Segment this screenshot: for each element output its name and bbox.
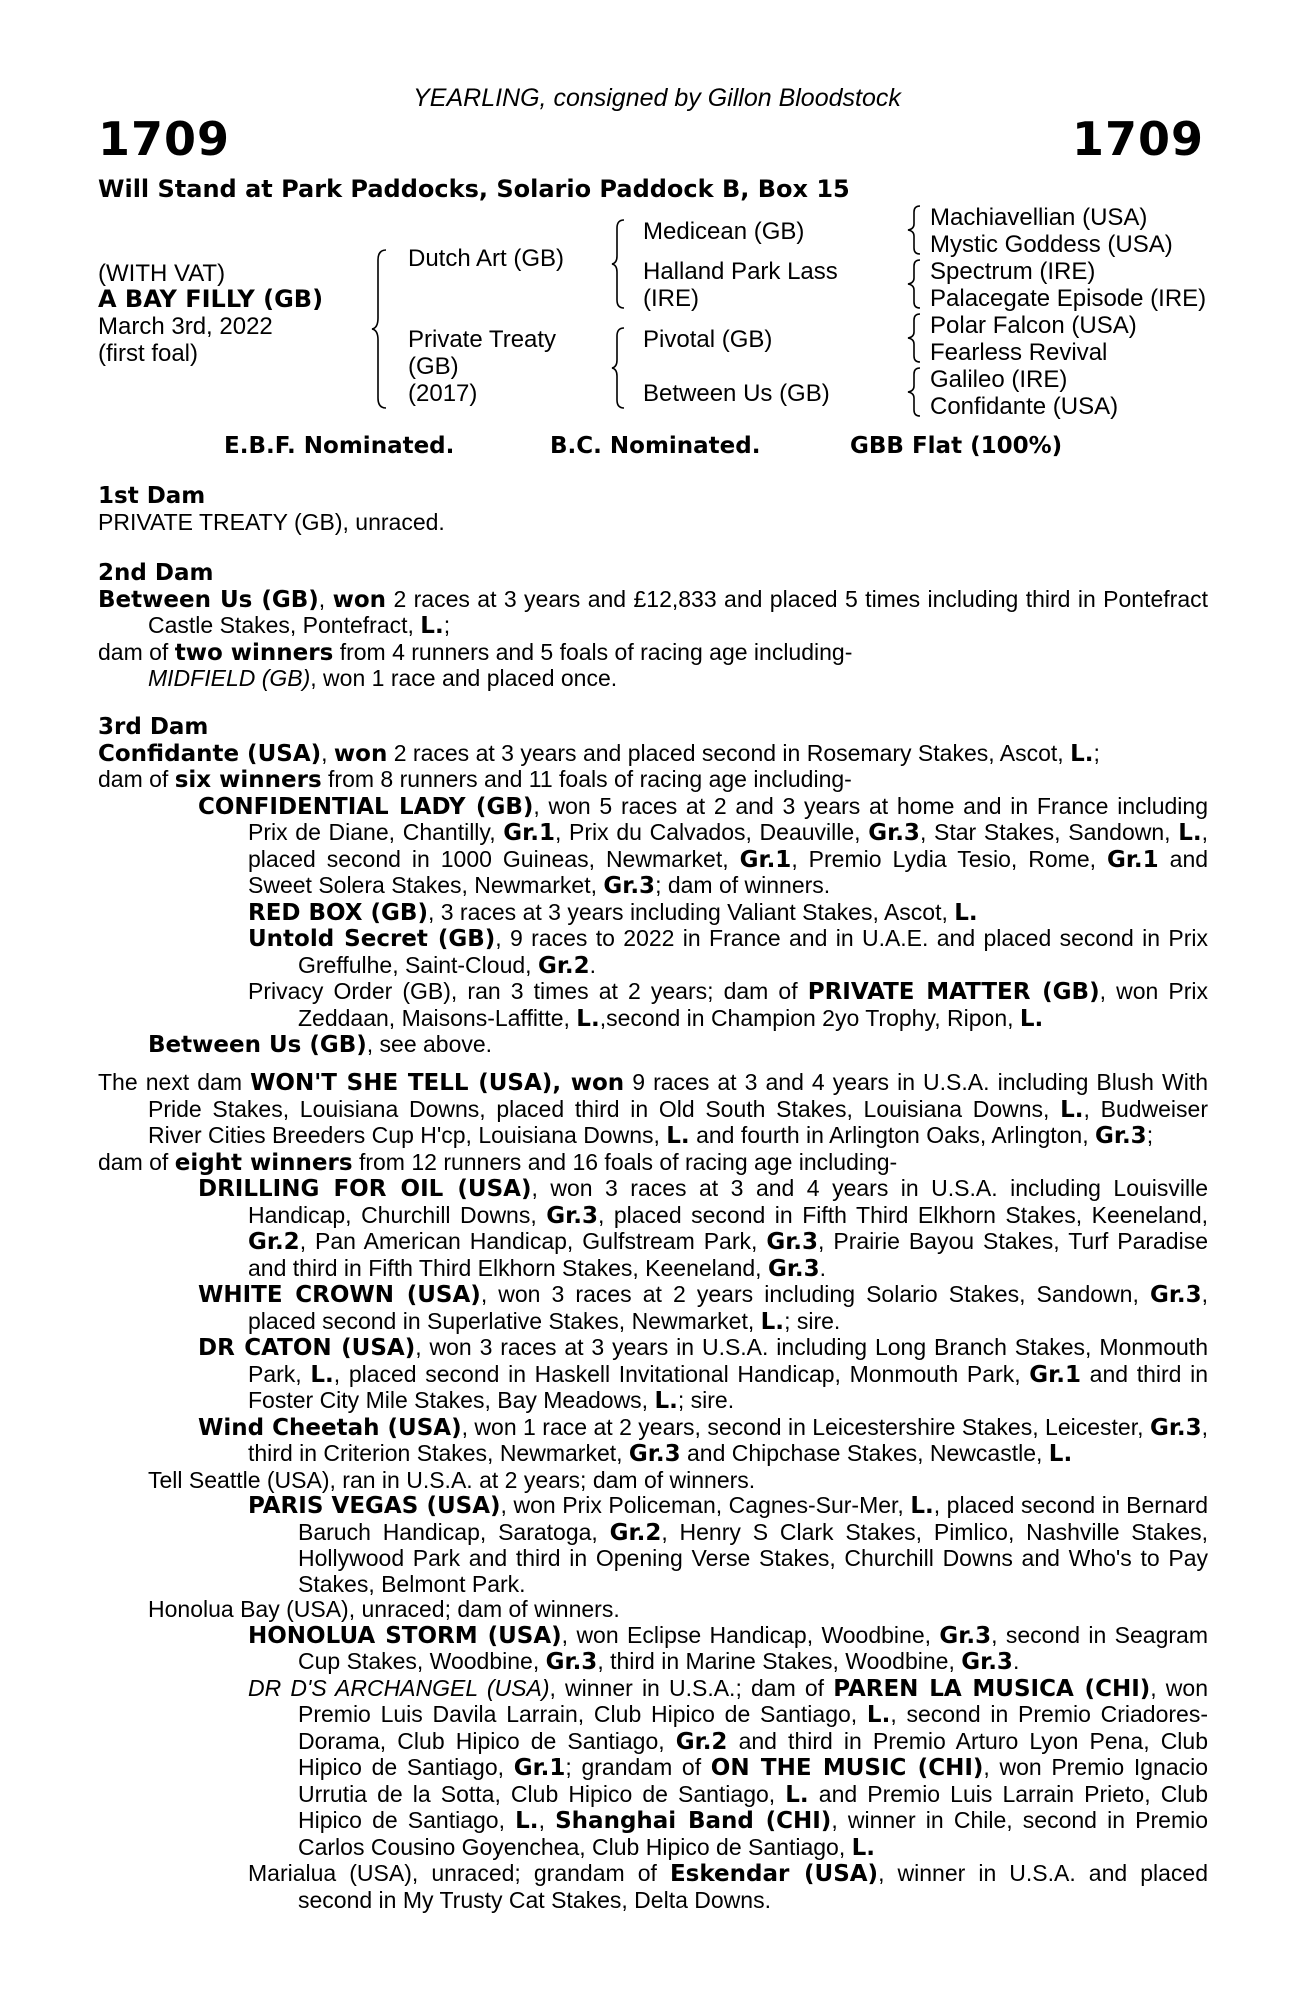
grade-label: Gr.3 [603, 873, 656, 899]
brace-dam [610, 326, 628, 410]
foal-confidential-lady [98, 794, 1208, 900]
text: , placed second in 1000 Guineas, Newmarket, [248, 819, 1209, 872]
foal-dr-caton [98, 1335, 1208, 1415]
grade-label: L. [1019, 1005, 1044, 1032]
text: ,second in Champion 2yo Trophy, Ripon, [599, 1004, 1014, 1031]
grade-label: Gr.2 [675, 1728, 728, 1755]
text: , won 3 races at 2 years including Solario Stakes, Sandown, [480, 1281, 1139, 1307]
text: from 8 runners and 11 foals of racing age including- [328, 766, 852, 792]
horse-name: DR CATON (USA) [198, 1335, 416, 1361]
text: dam of [98, 638, 169, 665]
consignor-line: YEARLING, consigned by Gillon Bloodstock [413, 84, 901, 112]
foal-red-box [98, 900, 1208, 927]
grade-label: L. [1178, 820, 1202, 846]
lot-number-left: 1709 [98, 112, 231, 166]
foal-drilling-for-oil [98, 1176, 1208, 1282]
horse-name: Confidante (USA) [98, 740, 322, 767]
nomination-ebf: E.B.F. Nominated. [224, 433, 455, 459]
ped-dam-l1: Private Treaty [408, 326, 557, 353]
ped-sire: Dutch Art (GB) [408, 245, 565, 272]
ped-sire-sire: Medicean (GB) [643, 218, 805, 245]
text: ; dam of winners. [655, 872, 831, 898]
second-dam-section [98, 561, 1208, 692]
ped-ssd: Mystic Goddess (USA) [930, 231, 1173, 258]
text: . [819, 1254, 827, 1281]
second-dam-name: Between Us (GB) [98, 586, 319, 613]
subject-name: A BAY FILLY (GB) [98, 285, 324, 313]
text: Marialua (USA), unraced; grandam of [248, 1860, 657, 1886]
horse-name: WON'T SHE TELL (USA) [250, 1070, 553, 1096]
grade-label: L. [310, 1361, 334, 1388]
foal-marialua [98, 1861, 1208, 1913]
text: , winner in Chile, second in Premio Carlos Cousino Goyenchea, Club Hipico de Santiago, [298, 1807, 1209, 1860]
nomination-gbb: GBB Flat (100%) [850, 433, 1063, 459]
text: , second in Premio Criadores-Dorama, Club Hipico de Santiago, [298, 1701, 1208, 1754]
text: . [1012, 1648, 1020, 1674]
winners-count: eight winners [174, 1149, 353, 1176]
text: , placed second in Bernard Baruch Handicap, Saratoga, [298, 1492, 1208, 1545]
text: Honolua Bay (USA), unraced; dam of winners. [148, 1596, 620, 1622]
grade-label: L. [1070, 740, 1094, 767]
grade-label: Gr.3 [1095, 1123, 1147, 1149]
second-dam-foal [98, 666, 1208, 692]
text: , placed second in Fifth Third Elkhorn Stakes, Keeneland, [597, 1201, 1209, 1228]
grade-label: Gr.3 [546, 1202, 598, 1229]
text: , 3 races at 3 years including Valiant Stakes, Ascot, [427, 898, 948, 925]
winners-count: six winners [174, 767, 322, 793]
text: ; sire. [784, 1307, 841, 1334]
ped-dds: Galileo (IRE) [930, 366, 1068, 393]
won-label: won [333, 740, 388, 767]
first-dam-heading: 1st Dam [98, 483, 206, 509]
won-label: , won [552, 1070, 625, 1096]
text: 2 races at 3 years and placed second in Rosemary Stakes, Ascot, [393, 739, 1064, 766]
ped-sds: Spectrum (IRE) [930, 258, 1096, 285]
foal-paris-vegas [98, 1493, 1208, 1597]
text: from 4 runners and 5 foals of racing age including- [339, 638, 853, 665]
horse-name: DRILLING FOR OIL (USA) [198, 1176, 532, 1202]
ped-dam-sire: Pivotal (GB) [643, 326, 773, 353]
brace-ds [906, 312, 924, 364]
ped-dam-dam: Between Us (GB) [643, 380, 830, 407]
text: 9 races at 3 and 4 years in U.S.A. including Blush With Pride Stakes, Louisiana Downs, placed third in Old South Stakes, Louisiana Downs, [148, 1069, 1209, 1122]
text: The next dam [98, 1069, 242, 1095]
grade-label: Gr.1 [513, 1755, 566, 1781]
text: , won Premio Ignacio Urrutia de la Sotta, Club Hipico de Santiago, [298, 1754, 1209, 1807]
text: and Premio Luis Larrain Prieto, Club Hipico de Santiago, [298, 1780, 1209, 1833]
record-text: 2 races at 3 years and £12,833 and placed 5 times including third in Pontefract Castle Stakes, Pontefract, [148, 585, 1209, 638]
horse-name: Eskendar (USA) [669, 1861, 879, 1887]
text: , Budweiser River Cities Breeders Cup H'cp, Louisiana Downs, [148, 1095, 1208, 1148]
second-dam-produce [98, 640, 1208, 667]
second-dam-heading: 2nd Dam [98, 560, 214, 586]
grade-label: L. [866, 1702, 891, 1728]
ped-dss: Polar Falcon (USA) [930, 312, 1137, 339]
next-dam-record [98, 1070, 1208, 1150]
horse-name: MIDFIELD (GB) [148, 665, 311, 691]
text: , Star Stakes, Sandown, [919, 819, 1171, 845]
next-dam-produce [98, 1150, 1208, 1177]
grade-label: Gr.2 [248, 1229, 300, 1255]
text: , [538, 1807, 545, 1833]
text: , won 1 race at 2 years, second in Leicestershire Stakes, Leicester, [461, 1413, 1144, 1440]
horse-name: PARIS VEGAS (USA) [248, 1493, 501, 1519]
won-label: won [332, 586, 387, 613]
text: , third in Marine Stakes, Woodbine, [597, 1648, 955, 1674]
ped-sdd: Palacegate Episode (IRE) [930, 285, 1207, 312]
text: Tell Seattle (USA), ran in U.S.A. at 2 years; dam of winners. [148, 1466, 756, 1493]
grade-label: L. [910, 1493, 934, 1519]
text: dam of [98, 1148, 169, 1175]
grade-label: L. [666, 1123, 690, 1149]
text: ; grandam of [565, 1754, 702, 1780]
text: , won 3 races at 3 and 4 years in U.S.A. including Louisville Handicap, Churchill Downs, [248, 1175, 1209, 1228]
text: and third in Foster City Mile Stakes, Bay Meadows, [248, 1360, 1209, 1413]
foal-privacy-order [98, 979, 1208, 1032]
text: , Prairie Bayou Stakes, Turf Paradise and third in Fifth Third Elkhorn Stakes, Keeneland, [248, 1228, 1208, 1281]
next-dam-section [98, 1070, 1208, 1913]
brace-dd [906, 366, 924, 418]
horse-name: CONFIDENTIAL LADY (GB) [198, 793, 534, 820]
text: Privacy Order (GB), ran 3 times at 2 years; dam of [248, 978, 798, 1004]
nomination-bc: B.C. Nominated. [550, 433, 761, 459]
grade-label: Gr.2 [609, 1519, 662, 1546]
text: and Sweet Solera Stakes, Newmarket, [248, 845, 1209, 898]
winners-count: two winners [174, 639, 334, 666]
foal-honolua-bay [98, 1597, 1208, 1623]
text: , won 3 races at 3 years in U.S.A. including Long Branch Stakes, Monmouth Park, [248, 1334, 1208, 1387]
foal-untold-secret [98, 926, 1208, 979]
text: and fourth in Arlington Oaks, Arlington, [696, 1122, 1089, 1148]
subject-dob: March 3rd, 2022 [98, 313, 273, 340]
text: , won Premio Luis Davila Larrain, Club Hipico de Santiago, [298, 1674, 1208, 1727]
horse-name: WHITE CROWN (USA) [198, 1282, 481, 1308]
ped-sire-dam-l2: (IRE) [643, 285, 699, 312]
text: , placed second in Superlative Stakes, Newmarket, [248, 1281, 1209, 1334]
text: dam of [98, 766, 169, 792]
grade-label: Gr.3 [767, 1255, 820, 1282]
grade-label: Gr.3 [961, 1649, 1013, 1675]
grade-label: L. [654, 1388, 678, 1414]
foal-honolua-storm [98, 1623, 1208, 1676]
grade-label: L. [1060, 1096, 1084, 1123]
horse-name: PAREN LA MUSICA (CHI) [833, 1675, 1151, 1702]
text: ; sire. [677, 1387, 735, 1413]
text: , placed second in Haskell Invitational Handicap, Monmouth Park, [333, 1360, 1021, 1387]
text: , Premio Lydia Tesio, Rome, [791, 845, 1096, 872]
third-dam-heading: 3rd Dam [98, 714, 209, 740]
foal-white-crown [98, 1282, 1208, 1335]
text: , Pan American Handicap, Gulfstream Park, [299, 1228, 758, 1254]
brace-gen1 [370, 248, 390, 410]
punct: ; [443, 612, 451, 638]
text: , winner in U.S.A.; dam of [549, 1674, 825, 1701]
text: ; [1146, 1122, 1154, 1148]
text: and third in Premio Arturo Lyon Pena, Club Hipico de Santiago, [298, 1727, 1209, 1780]
text: , see above. [366, 1031, 493, 1057]
grade-label: L. [760, 1308, 785, 1335]
ped-dam-l2: (GB) [408, 353, 459, 380]
ped-sss: Machiavellian (USA) [930, 204, 1148, 231]
third-dam-record: Confidante (USA), won 2 races at 3 years and placed second in Rosemary Stakes, Ascot, L.; [98, 739, 1100, 767]
text: , 9 races to 2022 in France and in U.A.E. and placed second in Prix Greffulhe, Saint-Cloud, [298, 925, 1208, 978]
horse-name: DR D'S ARCHANGEL (USA) [248, 1674, 550, 1701]
first-dam-text: PRIVATE TREATY (GB), unraced. [98, 508, 445, 535]
grade-label: Gr.3 [545, 1649, 598, 1675]
text: , won Prix Zeddaan, Maisons-Laffitte, [298, 978, 1208, 1031]
text: , won 5 races at 2 and 3 years at home and in France including Prix de Diane, Chantilly, [248, 792, 1208, 845]
subject-note: (first foal) [98, 340, 199, 367]
third-dam-section [98, 715, 1208, 1059]
brace-sd [906, 258, 924, 310]
text: , Prix du Calvados, Deauville, [554, 819, 861, 845]
text: , won Eclipse Handicap, Woodbine, [561, 1621, 932, 1648]
grade-label: Gr.1 [1029, 1361, 1081, 1388]
grade-label: L. [954, 899, 978, 926]
text: , second in Seagram Cup Stakes, Woodbine, [298, 1621, 1209, 1674]
foal-wind-cheetah [98, 1415, 1208, 1468]
text: , won 1 race and placed once. [310, 665, 618, 691]
text: ; [1093, 739, 1100, 766]
horse-name: RED BOX (GB) [248, 899, 428, 926]
ped-sire-dam-l1: Halland Park Lass [643, 258, 838, 285]
grade-label: Gr.3 [939, 1622, 992, 1649]
foal-between-us [98, 1032, 1208, 1059]
first-dam-section [98, 484, 1208, 535]
foal-tell-seattle [98, 1468, 1208, 1494]
grade-label: L. [851, 1834, 876, 1861]
brace-ss [906, 204, 924, 256]
brace-sire [610, 218, 628, 310]
grade-label: Gr.1 [739, 846, 792, 873]
horse-name: Untold Secret (GB) [248, 926, 496, 952]
subject-vat: (WITH VAT) [98, 260, 226, 287]
horse-name: ON THE MUSIC (CHI) [710, 1755, 984, 1781]
stand-location: Will Stand at Park Paddocks, Solario Paddock B, Box 15 [98, 175, 850, 203]
ped-dsd: Fearless Revival [930, 339, 1108, 366]
horse-name: Shanghai Band (CHI) [555, 1808, 832, 1834]
text: from 12 runners and 16 foals of racing age including- [358, 1148, 898, 1175]
text: and Chipchase Stakes, Newcastle, [686, 1440, 1043, 1466]
grade-label: Gr.2 [537, 952, 590, 979]
text: , won Prix Policeman, Cagnes-Sur-Mer, [500, 1492, 904, 1518]
grade-label: Gr.3 [1149, 1282, 1202, 1308]
grade-label: Gr.3 [868, 820, 920, 846]
grade-label: Gr.1 [1106, 846, 1159, 873]
grade-label: Gr.3 [628, 1441, 681, 1467]
foal-dr-ds-archangel [98, 1676, 1208, 1862]
text: , Henry S Clark Stakes, Pimlico, Nashville Stakes, Hollywood Park and third in Opening Verse Stakes, Churchill Downs and Who's to Pay Stakes, Belmont Park. [298, 1518, 1209, 1597]
horse-name: Wind Cheetah (USA) [198, 1414, 462, 1441]
horse-name: PRIVATE MATTER (GB) [807, 979, 1100, 1005]
grade-label: L. [576, 1005, 600, 1032]
text: . [589, 951, 597, 978]
lot-number-right: 1709 [1071, 112, 1204, 166]
text: , third in Criterion Stakes, Newmarket, [248, 1413, 1209, 1466]
grade-label: L. [1048, 1441, 1073, 1467]
grade-label: L. [785, 1781, 809, 1808]
grade-label: L. [515, 1808, 539, 1834]
grade-label: Gr.3 [1149, 1414, 1202, 1441]
grade-label: Gr.1 [503, 820, 555, 846]
second-dam-record: Between Us (GB), won 2 races at 3 years and £12,833 and placed 5 times including third in Pontefract Castle Stakes, Pontefract, L.; [98, 585, 1209, 639]
grade-label: Gr.3 [766, 1229, 819, 1255]
text: , winner in U.S.A. and placed second in My Trusty Cat Stakes, Delta Downs. [298, 1860, 1209, 1913]
ped-ddd: Confidante (USA) [930, 393, 1119, 420]
horse-name: HONOLUA STORM (USA) [248, 1622, 562, 1649]
third-dam-produce [98, 767, 1208, 794]
horse-name: Between Us (GB) [148, 1032, 367, 1058]
grade-label: L. [420, 613, 444, 639]
ped-dam-l3: (2017) [408, 380, 478, 407]
